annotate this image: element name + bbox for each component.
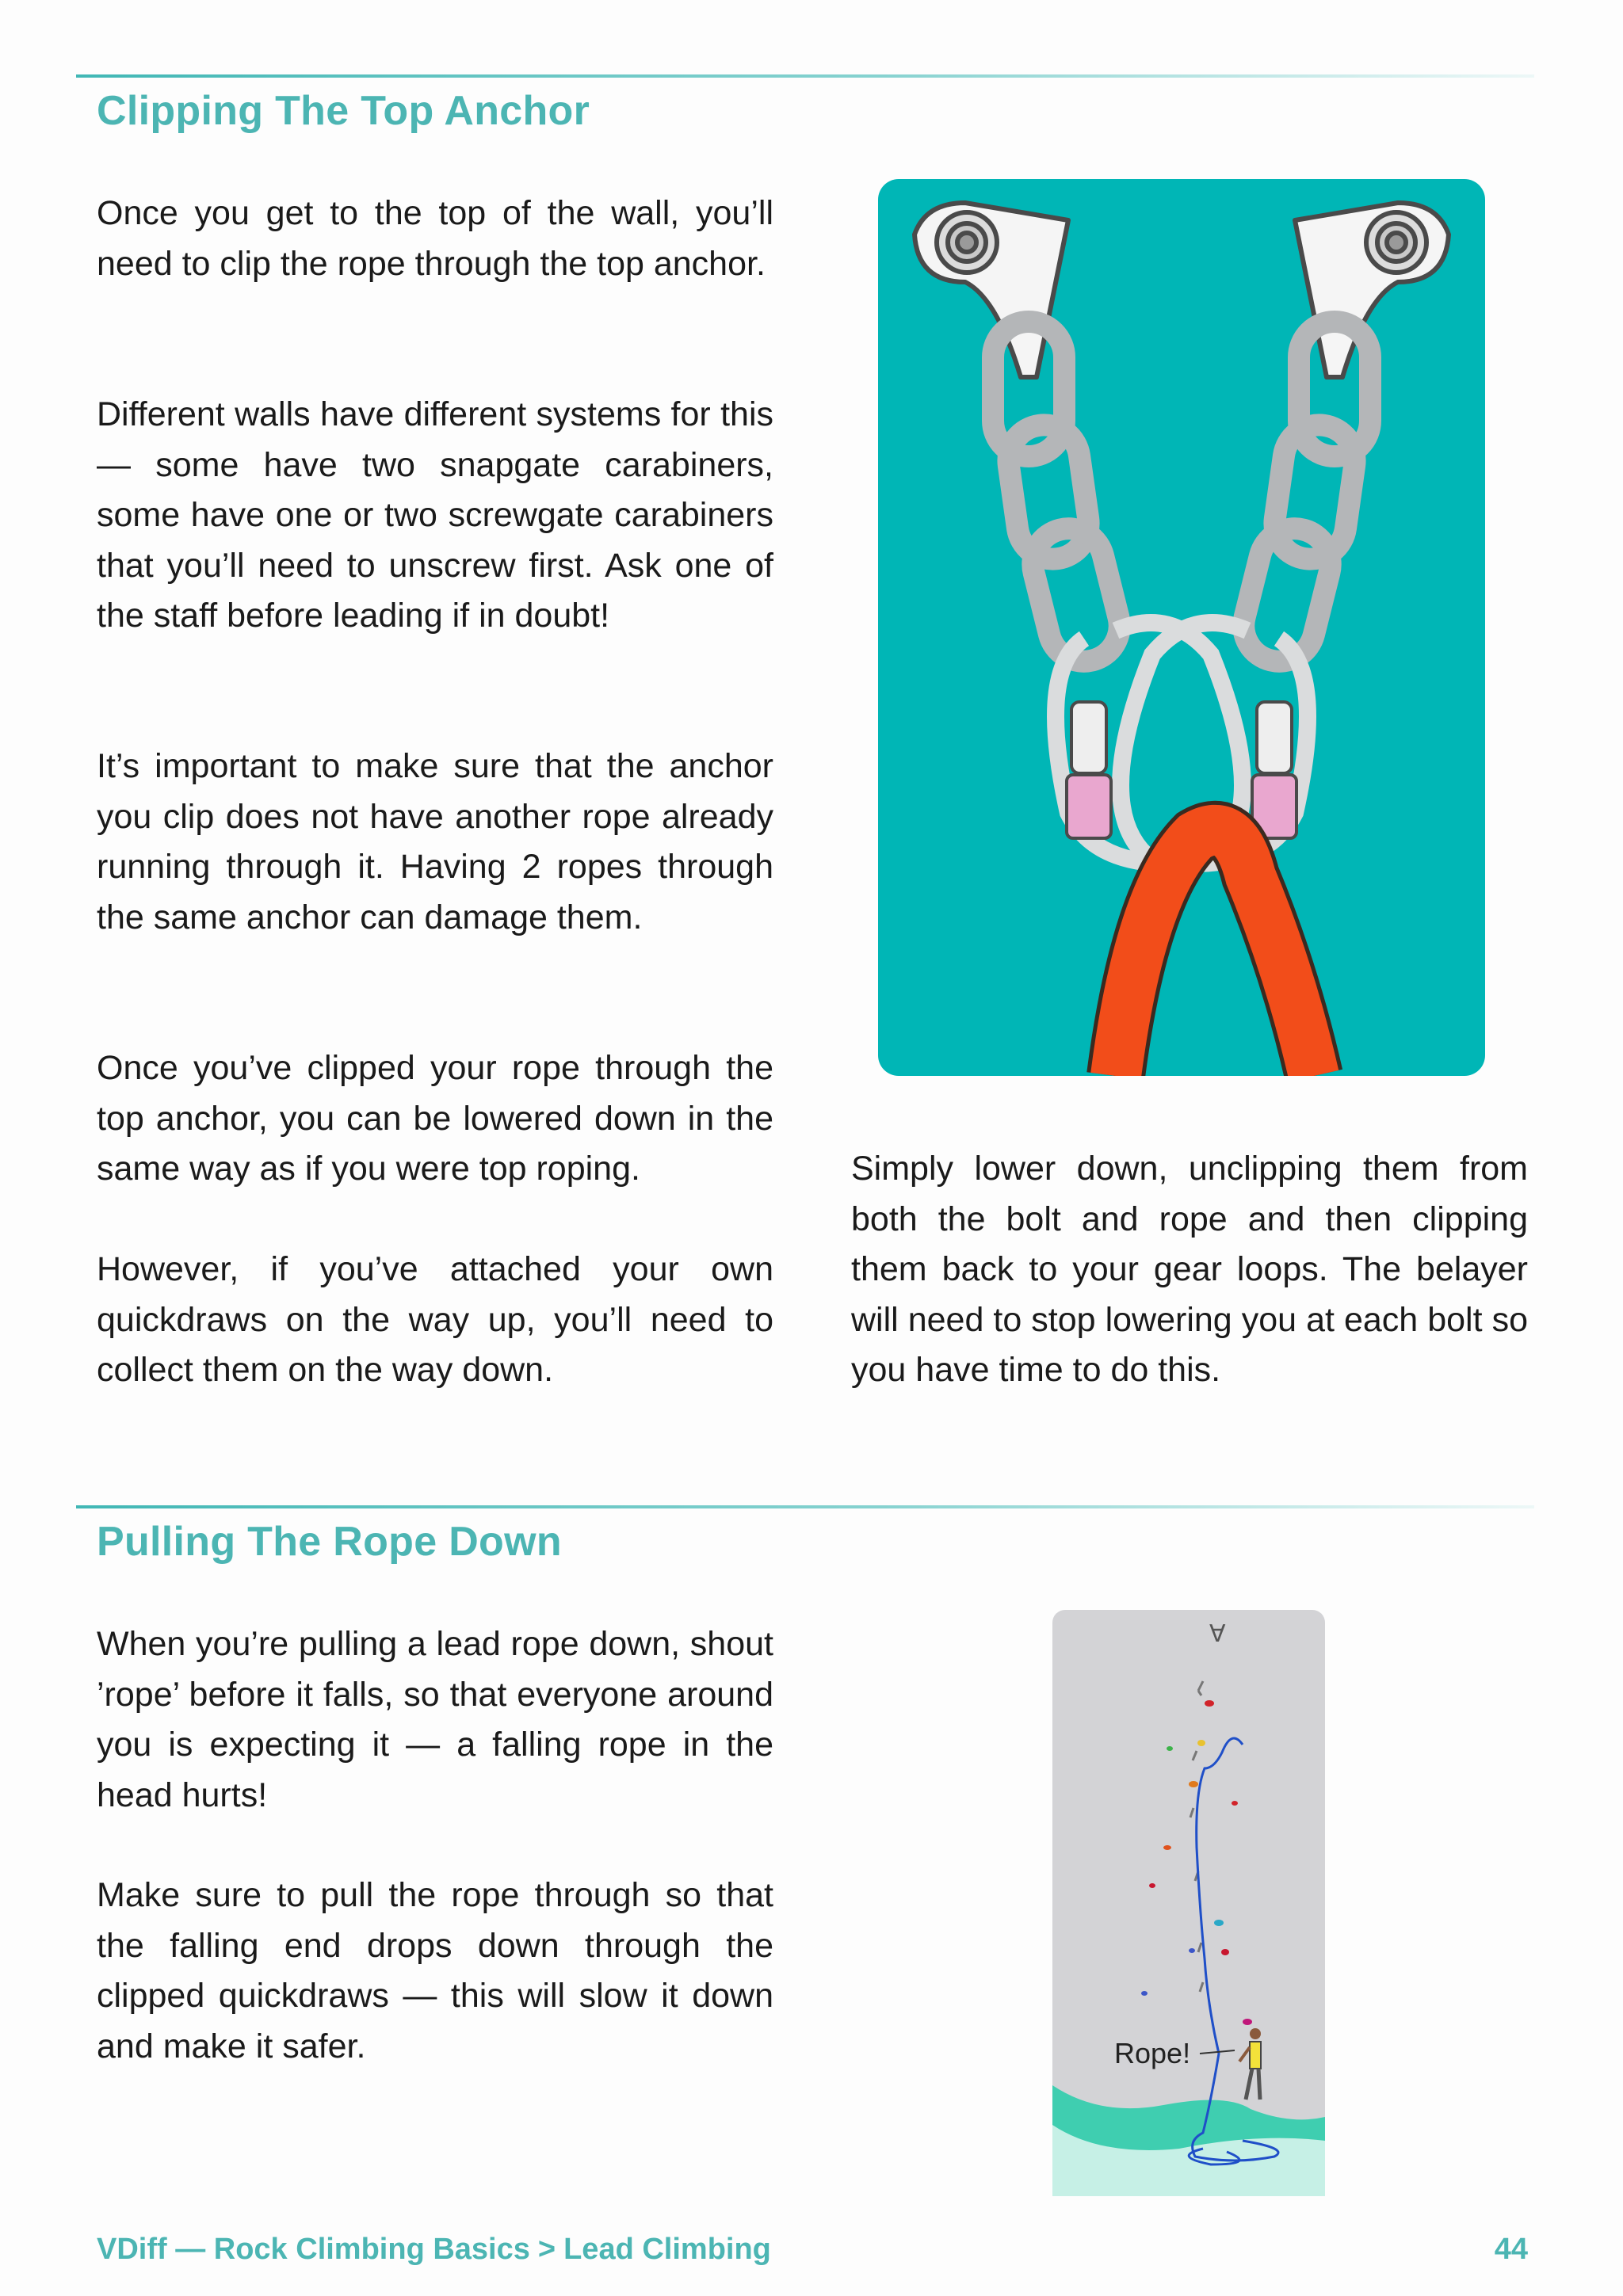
section-divider [76, 1505, 1534, 1508]
section-title: Pulling The Rope Down [97, 1519, 562, 1565]
paragraph: When you’re pulling a lead rope down, shout ’rope’ before it falls, so that everyone around you is expecting it — a falling rope in the head hurts! [97, 1625, 773, 1814]
footer-breadcrumb [97, 2233, 771, 2267]
paragraph: Make sure to pull the rope through so that the falling end drops down through the clipped quickdraws — this will slow it down and make it safer. [97, 1876, 773, 2065]
climbing-wall-illustration [1052, 1610, 1325, 2196]
paragraph: Once you get to the top of the wall, you’ll need to clip the rope through the top anchor. [97, 194, 773, 283]
svg-text:∀: ∀ [1209, 1621, 1226, 1647]
paragraph: Once you’ve clipped your rope through the top anchor, you can be lowered down in the same way as if you were top roping. [97, 1049, 773, 1188]
section-divider [76, 74, 1534, 78]
paragraph: However, if you’ve attached your own quickdraws on the way up, you’ll need to collect them on the way down. [97, 1250, 773, 1389]
paragraph: Different walls have different systems for this — some have two snapgate carabiners, some have one or two screwgate carabiners that you’ll need to unscrew first. Ask one of the staff before leading if in doubt! [97, 395, 773, 635]
breadcrumb-separator: > [537, 2233, 556, 2266]
top-anchor-illustration [878, 179, 1485, 1076]
page-number: 44 [1494, 2233, 1528, 2266]
book-title: VDiff — Rock Climbing Basics [97, 2233, 530, 2266]
paragraph: Simply lower down, unclipping them from both the bolt and rope and then clipping them back to your gear loops. The belayer will need to stop lowering you at each bolt so you have time to do this. [851, 1150, 1528, 1389]
paragraph: It’s important to make sure that the anchor you clip does not have another rope already running through it. Having 2 ropes through the same anchor can damage them. [97, 747, 773, 936]
section-title: Clipping The Top Anchor [97, 88, 590, 134]
shout-label: Rope! [1114, 2037, 1191, 2069]
chapter-title: Lead Climbing [563, 2233, 771, 2266]
